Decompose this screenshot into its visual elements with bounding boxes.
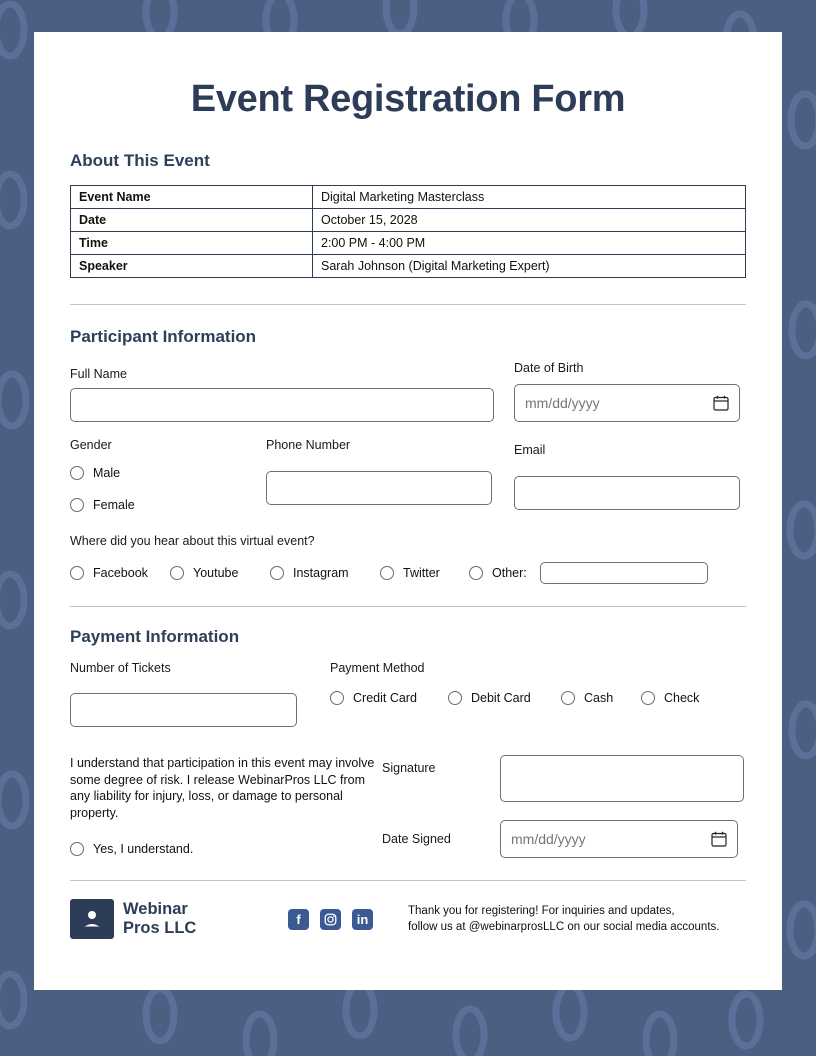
- brand-line-2: Pros LLC: [123, 919, 197, 937]
- payment-option-check[interactable]: [641, 691, 699, 705]
- payment-option-cash[interactable]: [561, 691, 641, 705]
- source-option-instagram[interactable]: [270, 566, 380, 580]
- footer-note: [408, 903, 719, 935]
- radio-icon[interactable]: [330, 691, 344, 705]
- radio-icon[interactable]: [641, 691, 655, 705]
- date-signed-label: Date Signed: [382, 832, 451, 846]
- event-details-table: [70, 185, 746, 278]
- payment-option-credit-card-label: Credit Card: [353, 691, 417, 705]
- event-speaker-label: Speaker: [71, 255, 313, 278]
- event-speaker-value: Sarah Johnson (Digital Marketing Expert): [313, 255, 746, 278]
- source-option-facebook-label: Facebook: [93, 566, 148, 580]
- event-time-value: 2:00 PM - 4:00 PM: [313, 232, 746, 255]
- date-of-birth-input[interactable]: [514, 384, 740, 422]
- divider: [70, 880, 746, 881]
- radio-icon[interactable]: [561, 691, 575, 705]
- gender-option-female-label: Female: [93, 498, 135, 512]
- gender-option-male-label: Male: [93, 466, 121, 480]
- linkedin-icon[interactable]: in: [352, 909, 373, 930]
- full-name-input[interactable]: [70, 388, 494, 422]
- phone-number-label: Phone Number: [266, 438, 351, 452]
- payment-option-check-label: Check: [664, 691, 700, 705]
- participant-section-heading: Participant Information: [70, 327, 257, 346]
- gender-label: Gender: [70, 438, 112, 452]
- payment-option-cash-label: Cash: [584, 691, 614, 705]
- tickets-input[interactable]: [70, 693, 297, 727]
- brand-name: [123, 900, 196, 938]
- radio-icon[interactable]: [380, 566, 394, 580]
- event-date-value: October 15, 2028: [313, 209, 746, 232]
- payment-option-debit-card[interactable]: [448, 691, 561, 705]
- gender-option-female[interactable]: [70, 498, 266, 512]
- phone-number-input[interactable]: [266, 471, 492, 505]
- consent-text: I understand that participation in this event may involve some degree of risk. I release WebinarPros LLC from any liability for injury, loss, or damage to personal property.: [70, 756, 375, 820]
- radio-icon[interactable]: [469, 566, 483, 580]
- calendar-icon[interactable]: [711, 831, 727, 847]
- payment-method-label: Payment Method: [330, 661, 425, 675]
- table-row: [71, 232, 746, 255]
- source-option-other-label: Other:: [492, 566, 527, 580]
- form-page: [34, 32, 782, 990]
- event-time-label: Time: [71, 232, 313, 255]
- about-section-heading: About This Event: [70, 151, 210, 170]
- date-signed-input[interactable]: [500, 820, 738, 858]
- email-input[interactable]: [514, 476, 740, 510]
- event-name-value: Digital Marketing Masterclass: [313, 186, 746, 209]
- signature-input[interactable]: [500, 755, 744, 802]
- source-other-input[interactable]: [540, 562, 708, 584]
- source-option-twitter[interactable]: [380, 566, 469, 580]
- event-date-label: Date: [71, 209, 313, 232]
- consent-option-label: Yes, I understand.: [93, 841, 194, 856]
- brand-line-1: Webinar: [123, 900, 188, 919]
- source-option-other[interactable]: [469, 562, 746, 584]
- date-signed-placeholder: mm/dd/yyyy: [511, 831, 586, 847]
- radio-icon[interactable]: [270, 566, 284, 580]
- source-option-instagram-label: Instagram: [293, 566, 349, 580]
- table-row: [71, 209, 746, 232]
- footer-note-line-2: follow us at @webinarprosLLC on our social media accounts.: [408, 921, 720, 933]
- calendar-icon[interactable]: [713, 395, 729, 411]
- gender-option-male[interactable]: [70, 466, 266, 480]
- radio-icon[interactable]: [170, 566, 184, 580]
- date-of-birth-placeholder: mm/dd/yyyy: [525, 395, 600, 411]
- logo-icon: [70, 899, 114, 939]
- source-option-twitter-label: Twitter: [403, 566, 440, 580]
- table-row: [71, 255, 746, 278]
- table-row: [71, 186, 746, 209]
- radio-icon[interactable]: [448, 691, 462, 705]
- payment-option-credit-card[interactable]: [330, 691, 448, 705]
- radio-icon[interactable]: [70, 498, 84, 512]
- footer-note-line-1: Thank you for registering! For inquiries and updates,: [408, 904, 675, 917]
- radio-icon[interactable]: [70, 566, 84, 580]
- divider: [70, 606, 746, 607]
- consent-checkbox[interactable]: [70, 842, 382, 856]
- radio-icon[interactable]: [70, 842, 84, 856]
- full-name-label: Full Name: [70, 367, 127, 381]
- instagram-icon[interactable]: [320, 909, 341, 930]
- source-option-facebook[interactable]: [70, 566, 170, 580]
- email-label: Email: [514, 443, 546, 457]
- source-option-youtube-label: Youtube: [193, 566, 239, 580]
- signature-label: Signature: [382, 761, 436, 775]
- date-of-birth-label: Date of Birth: [514, 361, 584, 375]
- tickets-label: Number of Tickets: [70, 661, 171, 675]
- event-name-label: Event Name: [71, 186, 313, 209]
- payment-section-heading: Payment Information: [70, 627, 240, 646]
- facebook-icon[interactable]: f: [288, 909, 309, 930]
- divider: [70, 304, 746, 305]
- radio-icon[interactable]: [70, 466, 84, 480]
- source-option-youtube[interactable]: [170, 566, 270, 580]
- source-question-label: Where did you hear about this virtual event?: [70, 534, 315, 548]
- payment-option-debit-card-label: Debit Card: [471, 691, 531, 705]
- page-title: Event Registration Form: [190, 78, 626, 120]
